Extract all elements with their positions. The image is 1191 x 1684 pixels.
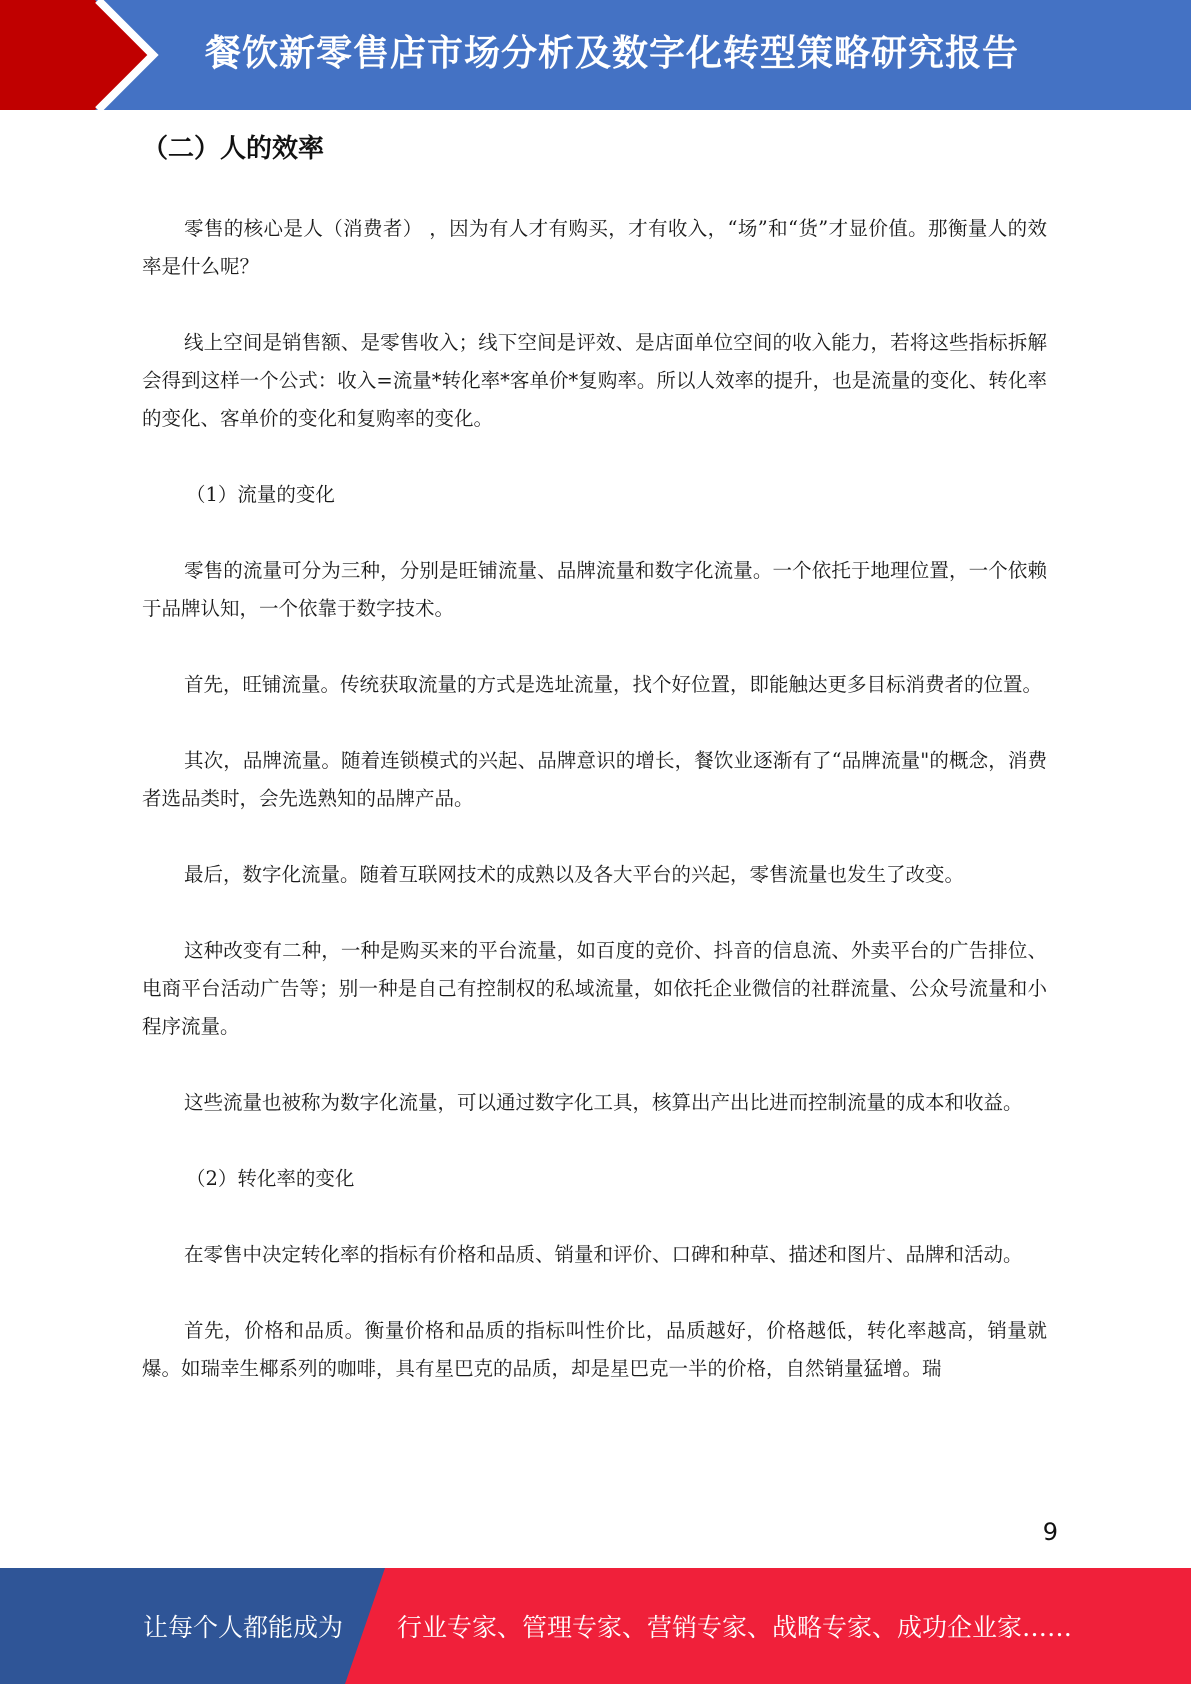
document-body	[142, 210, 1047, 1388]
body-paragraph: 零售的流量可分为三种，分别是旺铺流量、品牌流量和数字化流量。一个依托于地理位置，一个依赖于品牌认知，一个依靠于数字技术。	[142, 559, 1047, 620]
body-paragraph: 零售的核心是人（消费者） ，因为有人才有购买，才有收入，“场”和“货”才显价值。那衡量人的效率是什么呢？	[142, 217, 1047, 278]
body-paragraph: 线上空间是销售额、是零售收入；线下空间是评效、是店面单位空间的收入能力，若将这些指标拆解会得到这样一个公式：收入=流量*转化率*客单价*复购率。所以人效率的提升，也是流量的变化、转化率的变化、客单价的变化和复购率的变化。	[142, 331, 1047, 430]
footer-slogan-left: 让每个人都能成为	[143, 1613, 344, 1642]
subsection-title: （1）流量的变化	[186, 483, 335, 506]
subsection-title: （2）转化率的变化	[186, 1167, 355, 1190]
body-paragraph: 在零售中决定转化率的指标有价格和品质、销量和评价、口碑和种草、描述和图片、品牌和活动。	[184, 1243, 1023, 1266]
footer-slogan-right: 行业专家、管理专家、营销专家、战略专家、成功企业家……	[397, 1613, 1073, 1642]
report-title: 餐饮新零售店市场分析及数字化转型策略研究报告	[205, 33, 1020, 74]
body-paragraph: 这种改变有二种，一种是购买来的平台流量，如百度的竞价、抖音的信息流、外卖平台的广告排位、电商平台活动广告等；别一种是自己有控制权的私域流量，如依托企业微信的社群流量、公众号流量和小程序流量。	[142, 939, 1047, 1038]
page-header	[0, 0, 1191, 110]
page-number: 9	[1042, 1518, 1058, 1546]
page-footer	[0, 1568, 1191, 1684]
body-paragraph: 首先，价格和品质。衡量价格和品质的指标叫性价比，品质越好，价格越低，转化率越高，销量就爆。如瑞幸生椰系列的咖啡，具有星巴克的品质，却是星巴克一半的价格，自然销量猛增。瑞	[142, 1319, 1047, 1380]
body-paragraph: 这些流量也被称为数字化流量，可以通过数字化工具，核算出产出比进而控制流量的成本和收益。	[184, 1091, 1023, 1114]
body-paragraph: 其次，品牌流量。随着连锁模式的兴起、品牌意识的增长，餐饮业逐渐有了“品牌流量"的概念，消费者选品类时，会先选熟知的品牌产品。	[142, 749, 1047, 810]
body-paragraph: 首先，旺铺流量。传统获取流量的方式是选址流量，找个好位置，即能触达更多目标消费者的位置。	[184, 673, 1043, 696]
section-heading: （二）人的效率	[142, 134, 325, 164]
body-paragraph: 最后，数字化流量。随着互联网技术的成熟以及各大平台的兴起，零售流量也发生了改变。	[184, 863, 965, 886]
